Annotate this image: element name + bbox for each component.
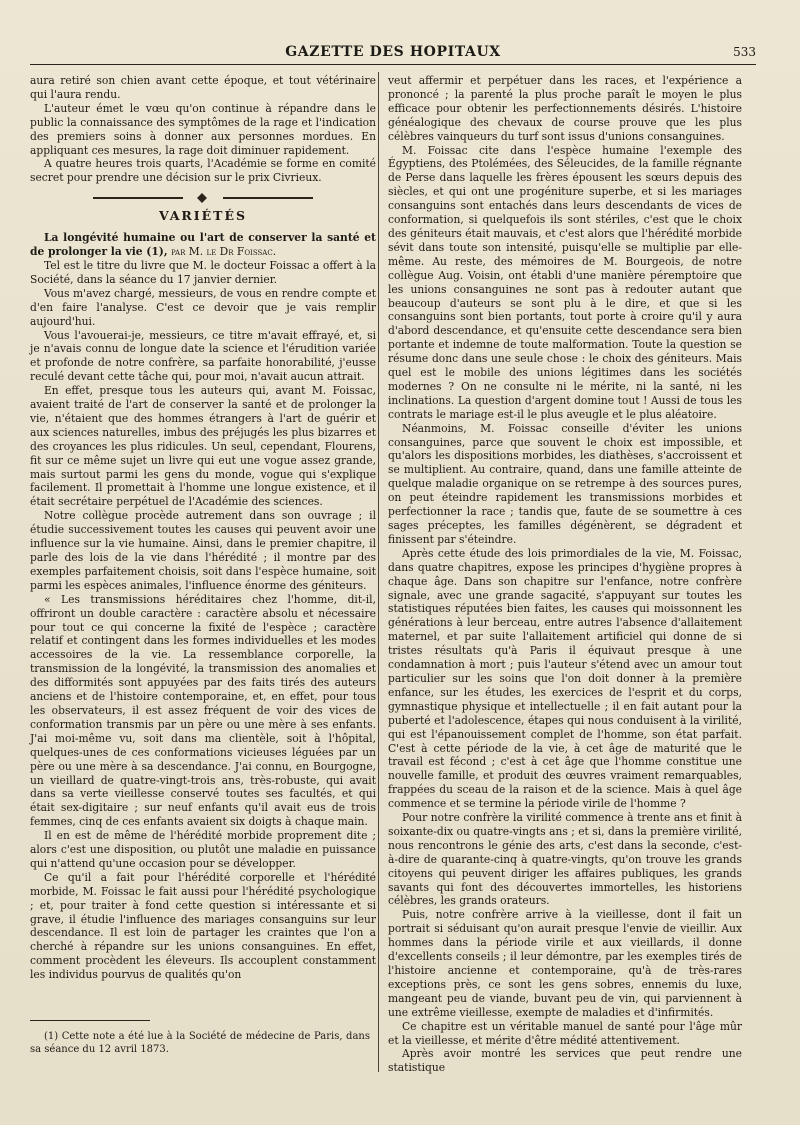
paragraph: Pour notre confrère la virilité commence à trente ans et finit à soixante-dix ou quatre-vingts ans ; et si, dans la première virilité, nous rencontrons le génie des arts, c'est dans la seconde, c'est-à-dire de quarante-cinq à quatre-vingts, qu'on trouve les grands citoyens qui peuvent diriger les affaires publiques, les grands savants qui font des découvertes immortelles, les historiens célèbres, les grands orateurs. [388, 811, 742, 908]
journal-title: GAZETTE DES HOPITAUX [285, 44, 501, 60]
paragraph: Il en est de même de l'hérédité morbide proprement dite ; alors c'est une disposition, ou plutôt une maladie en puissance qui n'attend qu'une occasion pour se développer. [30, 829, 376, 870]
article-title: La longévité humaine ou l'art de conserver la santé et de prolonger la vie (1), [30, 231, 376, 259]
paragraph: « Les transmissions héréditaires chez l'homme, dit-il, offriront un double caractère : caractère absolu et nécessaire pour tout ce qui concerne la fixité de l'espèce ; caractère relatif et contingent dans les formes individuelles et les modes accessoires de la vie. La ressemblance corporelle, la transmission de la longévité, la transmission des anomalies et des difformités sont appuyées par des faits tirés des auteurs anciens et de l'histoire contemporaine, et, en effet, pour tous les observateurs, il est assez fréquent de voir des vices de conformation transmis par un père ou une mère à ses enfants. J'ai moi-même vu, soit dans ma clientèle, soit à l'hôpital, quelques-unes de ces conformations vicieuses léguées par un père ou une mère à sa descendance. J'ai connu, en Bourgogne, un vieillard de quatre-vingt-trois ans, très-robuste, qui avait dans sa verte vieillesse conservé toutes ses facultés, et qui était sex-digitaire ; sur neuf enfants qu'il avait eus de trois femmes, cinq de ces enfants avaient six doigts à chaque main. [30, 592, 376, 829]
footnote-rule [30, 1020, 150, 1021]
paragraph: Ce chapitre est un véritable manuel de santé pour l'âge mûr et la vieillesse, et mérite d'être médité attentivement. [388, 1019, 742, 1047]
paragraph: En effet, presque tous les auteurs qui, avant M. Foissac, avaient traité de l'art de conserver la santé et de prolonger la vie, n'étaient que des hommes étrangers à l'art de guérir et aux sciences naturelles, imbus des préjugés les plus bizarres et des croyances les plus ridicules. Un seul, cependant, Flourens, fit sur ce même sujet un livre qui eut une vogue assez grande, mais surtout parmi les gens du monde, vogue qui s'explique facilement. Il promettait à l'homme une longue existence, et il était secrétaire perpétuel de l'Académie des sciences. [30, 384, 376, 509]
column-rule [378, 72, 379, 1072]
paragraph: veut affermir et perpétuer dans les races, et l'expérience a prononcé ; la parenté la plus proche paraît le moyen le plus efficace pour obtenir les perfectionnements désirés. L'histoire généalogique des chevaux de course prouve que les plus célèbres vainqueurs du turf sont issus d'unions consanguines. [388, 74, 742, 143]
section-divider [93, 193, 313, 203]
paragraph: Puis, notre confrère arrive à la vieillesse, dont il fait un portrait si séduisant qu'on aurait presque l'envie de vieillir. Aux hommes dans la période virile et aux vieillards, il donne d'excellents conseils ; il leur démontre, par les exemples tirés de l'histoire ancienne et contemporaine, qu'à de très-rares exceptions près, ce sont les gens sobres, ennemis du luxe, mangeant peu de viande, buvant peu de vin, qui parviennent à une extrême vieillesse, exempte de maladies et d'infirmités. [388, 908, 742, 1019]
paragraph: aura retiré son chien avant cette époque, et tout vétérinaire qui l'aura rendu. [30, 74, 376, 101]
paragraph: Après avoir montré les services que peut rendre une statistique [388, 1047, 742, 1075]
footnote-text: (1) Cette note a été lue à la Société de médecine de Paris, dans sa séance du 12 avril 1873. [30, 1031, 370, 1055]
paragraph: Néanmoins, M. Foissac conseille d'éviter les unions consanguines, parce que souvent le choix est impossible, et qu'alors les dispositions morbides, les diathèses, s'accroissent et se multiplient. Au contraire, quand, dans une famille atteinte de quelque maladie organique on se retrempe à des sources pures, on peut éteindre rapidement les transmissions morbides et perfectionner la race ; tandis que, faute de se soumettre à ces sages préceptes, les familles dégénèrent, se dégradent et finissent par s'éteindre. [388, 421, 742, 546]
section-heading: VARIÉTÉS [158, 208, 248, 224]
paragraph: Après cette étude des lois primordiales de la vie, M. Foissac, dans quatre chapitres, expose les principes d'hygiène propres à chaque âge. Dans son chapitre sur l'enfance, notre confrère signale, avec une grande sagacité, s'appuyant sur toutes les statistiques réputées bien faites, les causes qui moissonnent les générations à leur berceau, entre autres l'absence d'allaitement maternel, et par suite l'allaitement artificiel qui donne de si tristes résultats qu'à Paris il équivaut presque à une condamnation à mort ; puis l'auteur s'étend avec un amour tout particulier sur les soins que l'on doit donner à la première enfance, sur les études, les exercices de l'esprit et du corps, gymnastique physique et intellectuelle ; il en fait autant pour la puberté et l'adolescence, étapes qui nous conduisent à la virilité, qui est l'épanouissement complet de l'homme, son état parfait. C'est à cette période de la vie, à cet âge de maturité que le travail est fécond ; c'est à cet âge que l'homme constitue une nouvelle famille, et produit des œuvres vraiment remarquables, frappées du sceau de la raison et de la science. Mais à quel âge commence et se termine la période virile de l'homme ? [388, 546, 742, 811]
right-column [388, 74, 742, 1075]
running-head [30, 38, 756, 65]
paragraph: Tel est le titre du livre que M. le docteur Foissac a offert à la Société, dans la séance du 17 janvier dernier. [30, 258, 376, 286]
footnote [30, 1030, 370, 1056]
paragraph: L'auteur émet le vœu qu'on continue à répandre dans le public la connaissance des symptômes de la rage et l'indication des premiers soins à donner aux personnes mordues. En appliquant ces mesures, la rage doit diminuer rapidement. [30, 101, 376, 157]
paragraph: Vous l'avouerai-je, messieurs, ce titre m'avait effrayé, et, si je n'avais connu de longue date la science et l'érudition variée et profonde de notre confrère, sa parfaite honorabilité, j'eusse reculé devant cette tâche qui, pour moi, n'avait aucun attrait. [30, 328, 376, 384]
paragraph: Vous m'avez chargé, messieurs, de vous en rendre compte et d'en faire l'analyse. C'est ce devoir que je vais remplir aujourd'hui. [30, 286, 376, 328]
paragraph: Notre collègue procède autrement dans son ouvrage ; il étudie successivement toutes les causes qui peuvent avoir une influence sur la vie humaine. Ainsi, dans le premier chapitre, il parle des lois de la vie dans l'hérédité ; il montre par des exemples parfaitement choisis, soit dans l'espèce humaine, soit parmi les espèces animales, l'influence énorme des géniteurs. [30, 509, 376, 592]
paragraph: M. Foissac cite dans l'espèce humaine l'exemple des Égyptiens, des Ptolémées, des Séleucides, de la famille régnante de Perse dans laquelle les frères épousent les sœurs depuis des siècles, et qui ont une progéniture superbe, et si les mariages consanguins sont entachés dans leurs descendants de vices de conformation, si quelquefois ils sont stériles, c'est que le choix des géniteurs était mauvais, et c'est alors que l'hérédité morbide sévit dans toute son intensité, puisqu'elle se multiplie par elle-même. Au reste, des mémoires de M. Bourgeois, de notre collègue Aug. Voisin, ont établi d'une manière péremptoire que les unions consanguines ne sont pas à redouter autant que beaucoup d'auteurs se sont plu à le dire, et que si les consanguins sont bien portants, tout porte à croire qu'il y aura d'abord descendance, et qu'ensuite cette descendance sera bien portante et indemne de toute malformation. Toute la question se résume donc dans une seule chose : le choix des géniteurs. Mais quel est le mobile des unions légitimes dans les sociétés modernes ? On ne consulte ni le mérite, ni la santé, ni les inclinations. La question d'argent domine tout ! Aussi de tous les contrats le mariage est-il le plus aveugle et le plus aléatoire. [388, 143, 742, 421]
left-column [30, 74, 376, 982]
article-header [30, 231, 376, 259]
page-number: 533 [733, 45, 756, 59]
paragraph: A quatre heures trois quarts, l'Académie se forme en comité secret pour prendre une décision sur le prix Civrieux. [30, 157, 376, 185]
article-byline: par M. le Dr Foissac. [170, 245, 277, 259]
paragraph: Ce qu'il a fait pour l'hérédité corporelle et l'hérédité morbide, M. Foissac le fait aussi pour l'hérédité psychologique ; et, pour traiter à fond cette question si intéressante et si grave, il étudie l'influence des mariages consanguins sur leur descendance. Il est loin de partager les craintes que l'on a cherché à répandre sur les unions consanguines. En effet, comment procèdent les éleveurs. Ils accouplent constamment les individus pourvus de qualités qu'on [30, 870, 376, 982]
